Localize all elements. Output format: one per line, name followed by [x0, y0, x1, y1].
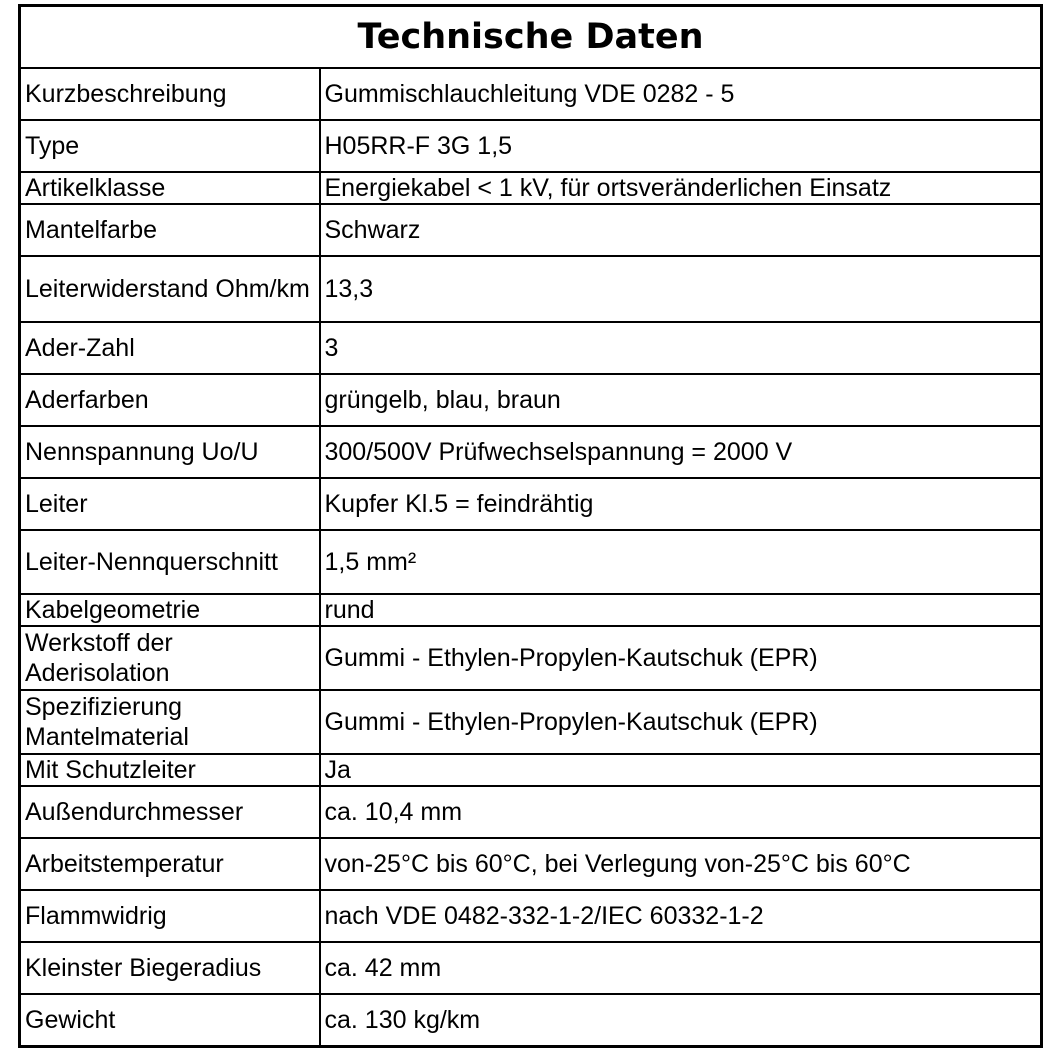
row-value: Gummi - Ethylen-Propylen-Kautschuk (EPR): [320, 690, 1042, 754]
row-label: Mit Schutzleiter: [20, 754, 320, 786]
row-label: Mantelfarbe: [20, 204, 320, 256]
table-title: Technische Daten: [20, 6, 1042, 69]
row-label: Leiterwiderstand Ohm/km: [20, 256, 320, 322]
row-label: Artikelklasse: [20, 172, 320, 204]
spec-table: [18, 4, 1043, 1048]
row-label: Kleinster Biegeradius: [20, 942, 320, 994]
row-value: ca. 130 kg/km: [320, 994, 1042, 1046]
row-label: Type: [20, 120, 320, 172]
table-row: [20, 374, 1042, 426]
row-label: Flammwidrig: [20, 890, 320, 942]
table-row: [20, 890, 1042, 942]
row-label: Kabelgeometrie: [20, 594, 320, 626]
row-label: Kurzbeschreibung: [20, 68, 320, 120]
row-label: Spezifizierung Mantelmaterial: [20, 690, 320, 754]
row-value: grüngelb, blau, braun: [320, 374, 1042, 426]
row-label: Aderfarben: [20, 374, 320, 426]
table-row: [20, 626, 1042, 690]
row-label: Arbeitstemperatur: [20, 838, 320, 890]
table-row: [20, 478, 1042, 530]
row-label: Ader-Zahl: [20, 322, 320, 374]
table-row: [20, 942, 1042, 994]
row-value: rund: [320, 594, 1042, 626]
row-value: Kupfer Kl.5 = feindrähtig: [320, 478, 1042, 530]
table-row: [20, 530, 1042, 594]
row-label: Gewicht: [20, 994, 320, 1046]
row-value: Schwarz: [320, 204, 1042, 256]
row-value: Energiekabel < 1 kV, für ortsveränderlichen Einsatz: [320, 172, 1042, 204]
table-row: [20, 120, 1042, 172]
table-title-row: [20, 6, 1042, 69]
row-value: ca. 42 mm: [320, 942, 1042, 994]
table-row: [20, 690, 1042, 754]
table-row: [20, 754, 1042, 786]
table-row: [20, 838, 1042, 890]
row-value: Gummi - Ethylen-Propylen-Kautschuk (EPR): [320, 626, 1042, 690]
row-label: Leiter: [20, 478, 320, 530]
row-label: Außendurchmesser: [20, 786, 320, 838]
row-value: Ja: [320, 754, 1042, 786]
row-value: 3: [320, 322, 1042, 374]
table-row: [20, 68, 1042, 120]
table-row: [20, 594, 1042, 626]
table-row: [20, 786, 1042, 838]
table-row: [20, 256, 1042, 322]
table-row: [20, 426, 1042, 478]
table-row: [20, 172, 1042, 204]
row-label: Nennspannung Uo/U: [20, 426, 320, 478]
table-row: [20, 322, 1042, 374]
row-label: Werkstoff der Aderisolation: [20, 626, 320, 690]
row-value: ca. 10,4 mm: [320, 786, 1042, 838]
spec-sheet: [18, 4, 1040, 1048]
row-value: Gummischlauchleitung VDE 0282 - 5: [320, 68, 1042, 120]
table-row: [20, 994, 1042, 1046]
row-value: H05RR-F 3G 1,5: [320, 120, 1042, 172]
table-row: [20, 204, 1042, 256]
row-value: 300/500V Prüfwechselspannung = 2000 V: [320, 426, 1042, 478]
row-value: nach VDE 0482-332-1-2/IEC 60332-1-2: [320, 890, 1042, 942]
row-label: Leiter-Nennquerschnitt: [20, 530, 320, 594]
row-value: von-25°C bis 60°C, bei Verlegung von-25°C bis 60°C: [320, 838, 1042, 890]
row-value: 1,5 mm²: [320, 530, 1042, 594]
row-value: 13,3: [320, 256, 1042, 322]
